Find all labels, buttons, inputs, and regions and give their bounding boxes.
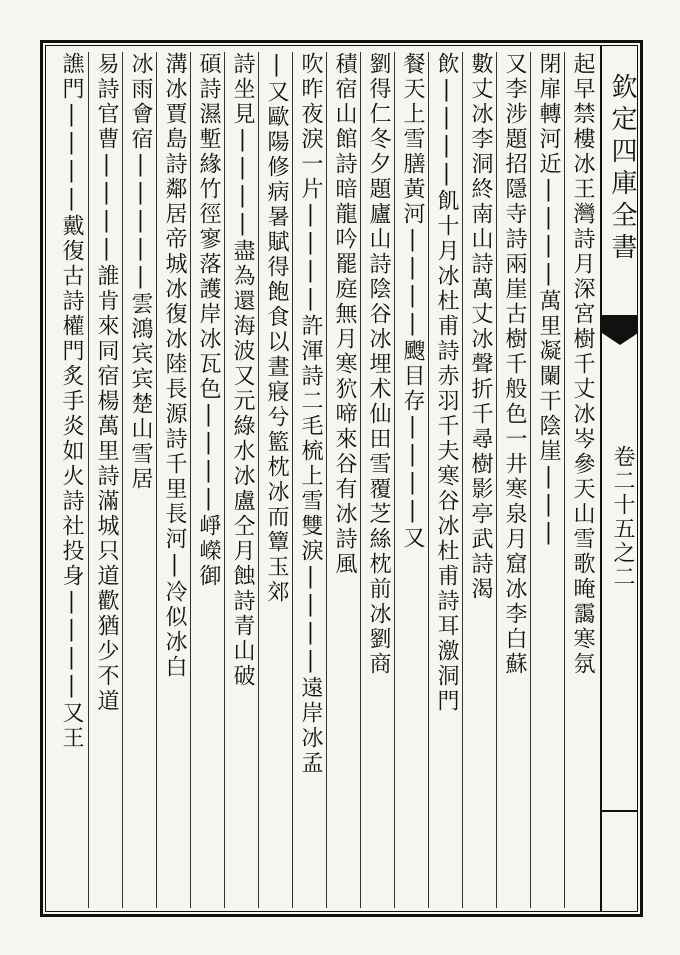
series-title: 欽定四庫全書 — [607, 73, 637, 265]
column-text: 碩詩濕塹緣竹徑寥落護岸冰瓦色||||崢嶸御 — [196, 52, 221, 589]
column-text: 飲||||飢十月冰杜甫詩赤羽千夫寒谷冰杜甫詩耳激洞門 — [434, 52, 459, 714]
text-column — [258, 52, 292, 908]
text-column — [224, 52, 258, 908]
page-margin-strip — [600, 45, 638, 912]
column-text: 冰雨會宿|||||雲鴻宾宾楚山雪居 — [128, 52, 153, 492]
text-column — [88, 52, 122, 908]
text-column — [462, 52, 496, 908]
text-columns — [52, 52, 598, 908]
column-text: 易詩官曹||||誰肯來同宿楊萬里詩滿城只道歡猶少不道 — [94, 52, 119, 714]
column-text: 詩坐見||||盡為還海波又元綠水冰盧仝月蝕詩青山破 — [230, 52, 255, 689]
column-text: 數丈冰李洞終南山詩萬丈冰聲折千尋樹影亭武詩渴 — [468, 52, 493, 602]
column-text: 餐天上雪膳黃河||||颼目存||||又 — [400, 52, 425, 551]
column-text: 閉扉轉河近||||萬里凝闌干陰崖||| — [536, 52, 561, 548]
column-text: 又李涉題招隱寺詩兩崖古樹千般色一井寒泉月窟冰李白蘇 — [502, 52, 527, 677]
text-column — [292, 52, 326, 908]
text-column — [428, 52, 462, 908]
column-text: 積宿山館詩暗龍吟罷庭無月寒狖啼來谷有冰詩風 — [332, 52, 357, 577]
column-text: 譙門||||戴復古詩權門炙手炎如火詩社投身||||又王 — [59, 52, 84, 751]
text-column — [394, 52, 428, 908]
text-column — [496, 52, 530, 908]
column-text: |又歐陽修病暑賦得飽食以晝寢兮籃枕冰而簟玉郊 — [264, 52, 289, 605]
volume-label: 卷二十五之二 — [610, 445, 635, 589]
column-text: 起早禁樓冰王灣詩月深宮樹千丈冰岑參天山雪歌晻靄寒氛 — [570, 52, 595, 677]
text-column — [360, 52, 394, 908]
text-column — [564, 52, 598, 908]
column-text: 吹昨夜淚一片||||許渾詩二毛梳上雪雙淚||||遠岸冰孟 — [298, 52, 323, 776]
text-column — [156, 52, 190, 908]
text-column — [122, 52, 156, 908]
text-column — [54, 52, 88, 908]
text-column — [530, 52, 564, 908]
text-column — [190, 52, 224, 908]
column-text: 溝冰賈島詩鄰居帝城冰復冰陸長源詩千里長河|冷似冰白 — [162, 52, 187, 680]
text-column — [326, 52, 360, 908]
margin-rule — [602, 810, 638, 812]
column-text: 劉得仁冬夕題廬山詩陰谷冰埋术仙田雪覆芝絲枕前冰劉商 — [366, 52, 391, 677]
